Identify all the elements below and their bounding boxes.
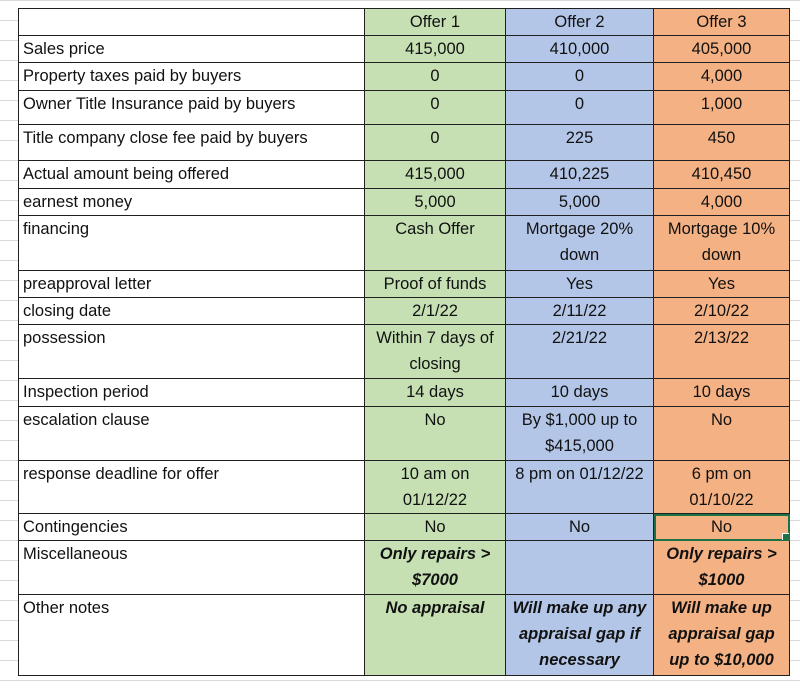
row-miscellaneous bbox=[19, 541, 790, 595]
cell-offer-2[interactable]: 2/11/22 bbox=[506, 298, 654, 325]
row-financing bbox=[19, 216, 790, 271]
cell-offer-2[interactable]: By $1,000 up to $415,000 bbox=[506, 407, 654, 461]
selected-cell-offer-3[interactable] bbox=[654, 514, 790, 541]
row-label[interactable]: response deadline for offer bbox=[19, 461, 365, 514]
cell-offer-2[interactable]: 225 bbox=[506, 125, 654, 161]
cell-offer-1[interactable]: 415,000 bbox=[365, 161, 506, 189]
row-actual-amount bbox=[19, 161, 790, 189]
row-label[interactable]: possession bbox=[19, 325, 365, 379]
cell-offer-2[interactable] bbox=[506, 541, 654, 595]
cell-offer-1[interactable]: Cash Offer bbox=[365, 216, 506, 271]
cell-offer-3[interactable]: 6 pm on 01/10/22 bbox=[654, 461, 790, 514]
cell-offer-2[interactable]: Will make up any appraisal gap if necessary bbox=[506, 595, 654, 676]
row-escalation-clause bbox=[19, 407, 790, 461]
row-label[interactable]: Other notes bbox=[19, 595, 365, 676]
row-possession bbox=[19, 325, 790, 379]
cell-offer-3[interactable]: 2/10/22 bbox=[654, 298, 790, 325]
cell-offer-1[interactable]: 0 bbox=[365, 63, 506, 91]
row-property-taxes bbox=[19, 63, 790, 91]
cell-offer-1[interactable]: 2/1/22 bbox=[365, 298, 506, 325]
row-other-notes bbox=[19, 595, 790, 676]
cell-offer-1[interactable]: 0 bbox=[365, 125, 506, 161]
cell-offer-3[interactable]: 4,000 bbox=[654, 189, 790, 216]
column-header-offer-2[interactable]: Offer 2 bbox=[506, 9, 654, 36]
cell-offer-3[interactable]: 450 bbox=[654, 125, 790, 161]
cell-offer-3[interactable]: 1,000 bbox=[654, 91, 790, 125]
row-closing-date bbox=[19, 298, 790, 325]
cell-offer-1[interactable]: 10 am on 01/12/22 bbox=[365, 461, 506, 514]
row-label[interactable]: Contingencies bbox=[19, 514, 365, 541]
row-label[interactable]: Owner Title Insurance paid by buyers bbox=[19, 91, 365, 125]
column-header-offer-1[interactable]: Offer 1 bbox=[365, 9, 506, 36]
row-preapproval-letter bbox=[19, 271, 790, 298]
row-title-close-fee bbox=[19, 125, 790, 161]
cell-offer-2[interactable]: Mortgage 20% down bbox=[506, 216, 654, 271]
cell-offer-2[interactable]: 410,225 bbox=[506, 161, 654, 189]
row-label[interactable]: Property taxes paid by buyers bbox=[19, 63, 365, 91]
column-header-offer-3[interactable]: Offer 3 bbox=[654, 9, 790, 36]
cell-offer-2[interactable]: 0 bbox=[506, 63, 654, 91]
row-contingencies bbox=[19, 514, 790, 541]
row-label[interactable]: Title company close fee paid by buyers bbox=[19, 125, 365, 161]
cell-offer-3[interactable]: No bbox=[654, 407, 790, 461]
cell-offer-3[interactable]: Only repairs > $1000 bbox=[654, 541, 790, 595]
cell-offer-3[interactable]: 4,000 bbox=[654, 63, 790, 91]
row-label[interactable]: Sales price bbox=[19, 36, 365, 63]
cell-offer-2[interactable]: 410,000 bbox=[506, 36, 654, 63]
cell-offer-3[interactable]: 405,000 bbox=[654, 36, 790, 63]
cell-offer-1[interactable]: 415,000 bbox=[365, 36, 506, 63]
row-label[interactable]: preapproval letter bbox=[19, 271, 365, 298]
offers-table bbox=[18, 8, 790, 676]
cell-offer-3[interactable]: Will make up appraisal gap up to $10,000 bbox=[654, 595, 790, 676]
cell-offer-1[interactable]: 5,000 bbox=[365, 189, 506, 216]
cell-offer-1[interactable]: Only repairs > $7000 bbox=[365, 541, 506, 595]
cell-offer-1[interactable]: No bbox=[365, 407, 506, 461]
row-label[interactable]: Inspection period bbox=[19, 379, 365, 407]
cell-offer-1[interactable]: Within 7 days of closing bbox=[365, 325, 506, 379]
cell-offer-1[interactable]: No appraisal bbox=[365, 595, 506, 676]
row-sales-price bbox=[19, 36, 790, 63]
cell-offer-1[interactable]: 14 days bbox=[365, 379, 506, 407]
cell-offer-1[interactable]: 0 bbox=[365, 91, 506, 125]
fill-handle[interactable] bbox=[782, 533, 790, 541]
cell-offer-2[interactable]: 8 pm on 01/12/22 bbox=[506, 461, 654, 514]
header-corner-cell[interactable] bbox=[19, 9, 365, 36]
cell-offer-1[interactable]: No bbox=[365, 514, 506, 541]
row-owner-title-insurance bbox=[19, 91, 790, 125]
row-label[interactable]: Actual amount being offered bbox=[19, 161, 365, 189]
cell-offer-2[interactable]: Yes bbox=[506, 271, 654, 298]
row-response-deadline bbox=[19, 461, 790, 514]
row-label[interactable]: closing date bbox=[19, 298, 365, 325]
cell-offer-3[interactable]: 410,450 bbox=[654, 161, 790, 189]
row-label[interactable]: earnest money bbox=[19, 189, 365, 216]
row-earnest-money bbox=[19, 189, 790, 216]
cell-offer-3[interactable]: Yes bbox=[654, 271, 790, 298]
row-label[interactable]: financing bbox=[19, 216, 365, 271]
row-label[interactable]: Miscellaneous bbox=[19, 541, 365, 595]
header-row bbox=[19, 9, 790, 36]
cell-offer-2[interactable]: 10 days bbox=[506, 379, 654, 407]
cell-offer-2[interactable]: 2/21/22 bbox=[506, 325, 654, 379]
cell-offer-3[interactable]: 10 days bbox=[654, 379, 790, 407]
row-inspection-period bbox=[19, 379, 790, 407]
cell-offer-2[interactable]: 5,000 bbox=[506, 189, 654, 216]
cell-offer-3[interactable]: 2/13/22 bbox=[654, 325, 790, 379]
cell-offer-2[interactable]: 0 bbox=[506, 91, 654, 125]
row-label[interactable]: escalation clause bbox=[19, 407, 365, 461]
cell-offer-1[interactable]: Proof of funds bbox=[365, 271, 506, 298]
cell-value: No bbox=[710, 518, 733, 536]
cell-offer-3[interactable]: Mortgage 10% down bbox=[654, 216, 790, 271]
cell-offer-2[interactable]: No bbox=[506, 514, 654, 541]
